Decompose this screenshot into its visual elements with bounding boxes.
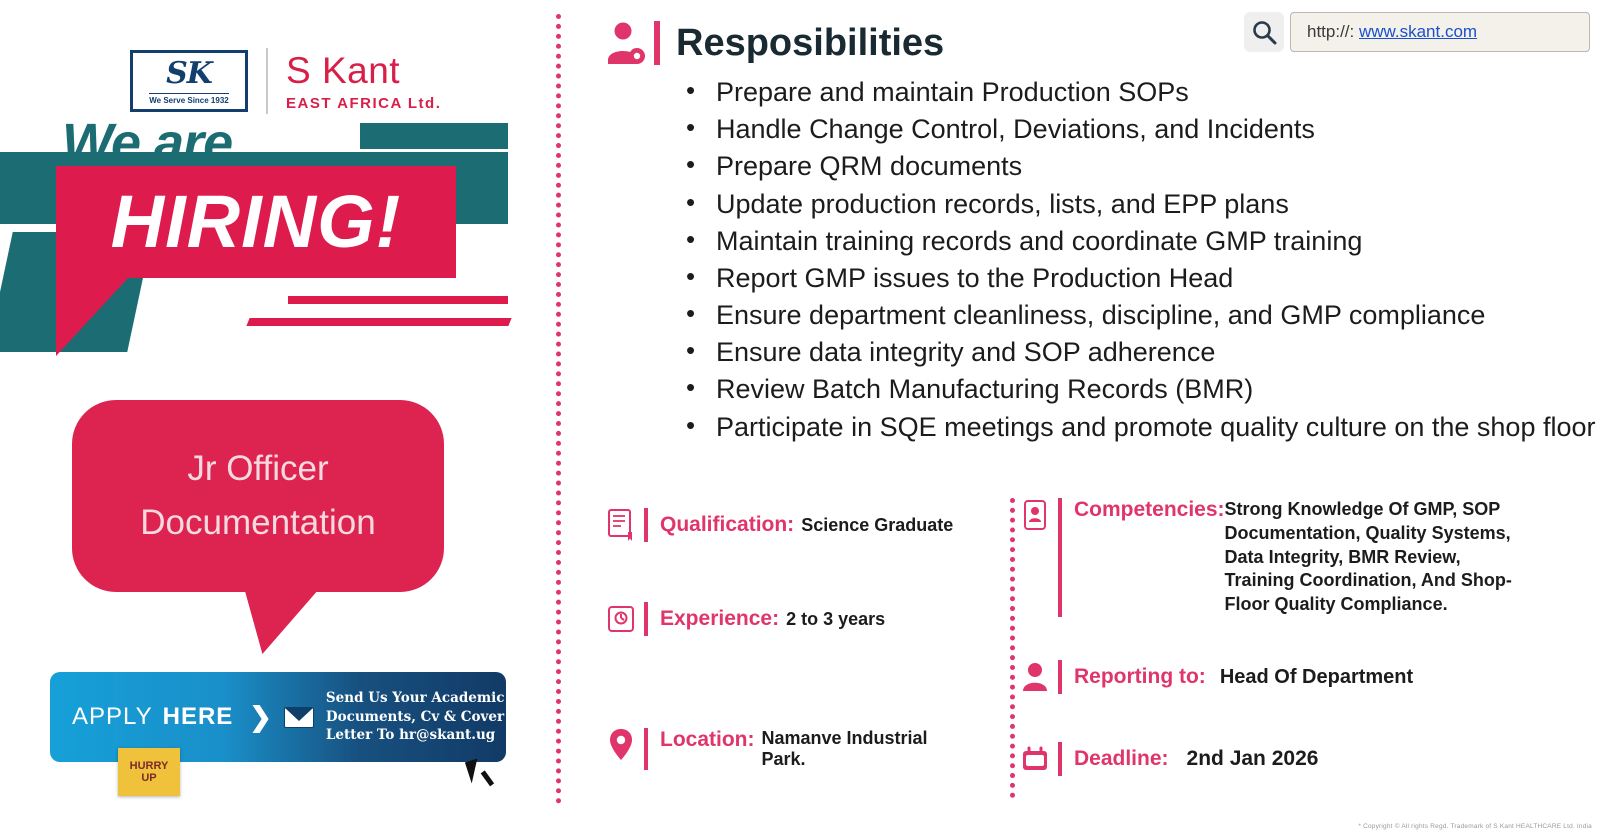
qualification-value: Science Graduate: [801, 514, 954, 535]
competencies-label: Competencies:: [1074, 498, 1225, 521]
list-item: • Maintain training records and coordinate GMP training: [678, 223, 1598, 259]
responsibilities-header: [604, 20, 944, 66]
list-item: • Review Batch Manufacturing Records (BMR): [678, 371, 1598, 407]
detail-accent-bar: [644, 728, 648, 770]
hiring-text: HIRING!: [110, 180, 402, 263]
job-title-line-2: Documentation: [140, 503, 376, 542]
competencies-value: Strong Knowledge Of GMP, SOP Documentation, Quality Systems, Data Integrity, BMR Review, Training Coordination, And Shop-Floor Quality Compliance.: [1224, 499, 1512, 614]
hurry-line-1: HURRY: [129, 760, 169, 772]
location-value: Namanve Industrial Park.: [761, 728, 928, 769]
sk-badge-icon: [130, 50, 248, 112]
search-icon[interactable]: [1244, 12, 1284, 52]
company-name: [286, 49, 442, 112]
responsibilities-title: Resposibilities: [676, 21, 945, 64]
detail-accent-bar: [644, 602, 648, 636]
copyright-text: * Copyright © All rights Regd. Trademark of S Kant HEALTHCARE Ltd. India: [1358, 823, 1592, 830]
experience-icon: [604, 602, 638, 636]
list-item: • Ensure data integrity and SOP adherence: [678, 334, 1598, 370]
reporting-label: Reporting to:: [1074, 665, 1206, 688]
detail-location: [604, 728, 972, 770]
job-title-bubble: [72, 400, 444, 592]
person-icon: [1018, 660, 1052, 694]
detail-experience: [604, 602, 885, 636]
list-item: • Report GMP issues to the Production Head: [678, 260, 1598, 296]
vertical-dotted-divider: [556, 14, 561, 804]
person-gear-icon: [604, 20, 646, 66]
we-are-text: We are: [62, 113, 233, 173]
experience-value: 2 to 3 years: [786, 608, 886, 629]
detail-accent-bar: [644, 508, 648, 542]
pink-accent-line-1: [288, 296, 508, 304]
list-item: • Prepare and maintain Production SOPs: [678, 74, 1598, 110]
certificate-icon: [604, 508, 638, 542]
company-logo: [130, 48, 441, 114]
experience-label: Experience:: [660, 607, 780, 630]
mouse-cursor-icon: [465, 759, 484, 784]
list-item: • Participate in SQE meetings and promote quality culture on the shop floor: [678, 409, 1598, 445]
url-link[interactable]: www.skant.com: [1358, 22, 1478, 41]
teal-accent-bar: [360, 123, 508, 149]
left-panel: [0, 0, 548, 836]
apply-instructions-line-1: Send Us Your Academic: [325, 690, 505, 707]
detail-deadline: [1018, 742, 1318, 776]
url-field[interactable]: [1290, 12, 1590, 52]
apply-instructions-line-3: Letter To hr@skant.ug: [325, 727, 496, 744]
list-item: • Prepare QRM documents: [678, 148, 1598, 184]
heading-accent-bar: [654, 21, 660, 65]
reporting-value: Head Of Department: [1219, 665, 1414, 688]
map-pin-icon: [604, 728, 638, 762]
detail-accent-bar: [1058, 498, 1062, 617]
responsibilities-list: [678, 74, 1598, 446]
right-panel: [590, 0, 1600, 836]
apply-instructions-line-2: Documents, Cv & Cover: [325, 708, 505, 725]
hurry-up-badge: [118, 748, 180, 796]
deadline-value: 2nd Jan 2026: [1186, 747, 1319, 770]
speech-bubble-tail: [236, 586, 321, 654]
deadline-label: Deadline:: [1074, 747, 1169, 770]
company-name-primary: S Kant: [286, 49, 401, 91]
pink-accent-line-2: [246, 318, 511, 326]
detail-accent-bar: [1058, 660, 1062, 694]
url-prefix: http://:: [1307, 22, 1355, 41]
apply-label: APPLY: [72, 703, 153, 730]
id-card-icon: [1018, 498, 1052, 532]
hiring-banner: [56, 166, 456, 278]
apply-instructions: [326, 689, 505, 745]
envelope-icon: [284, 707, 314, 728]
hurry-line-2: UP: [141, 772, 157, 784]
detail-qualification: [604, 508, 953, 542]
detail-reporting: [1018, 660, 1413, 694]
sk-monogram: SK: [166, 56, 212, 91]
list-item: • Update production records, lists, and EPP plans: [678, 186, 1598, 222]
sk-tagline: We Serve Since 1932: [149, 93, 228, 105]
job-title-line-1: Jr Officer: [187, 448, 329, 488]
here-label: HERE: [162, 703, 234, 730]
list-item: • Ensure department cleanliness, discipline, and GMP compliance: [678, 297, 1598, 333]
website-url-bar[interactable]: [1244, 12, 1590, 52]
qualification-label: Qualification:: [660, 513, 795, 536]
company-name-secondary: EAST AFRICA Ltd.: [286, 94, 442, 112]
logo-divider: [266, 48, 268, 114]
calendar-deadline-icon: [1018, 742, 1052, 776]
detail-accent-bar: [1058, 742, 1062, 776]
detail-competencies: [1018, 498, 1588, 617]
chevron-right-icon: ❯: [249, 701, 272, 732]
list-item: • Handle Change Control, Deviations, and Incidents: [678, 111, 1598, 147]
location-label: Location:: [660, 728, 755, 751]
